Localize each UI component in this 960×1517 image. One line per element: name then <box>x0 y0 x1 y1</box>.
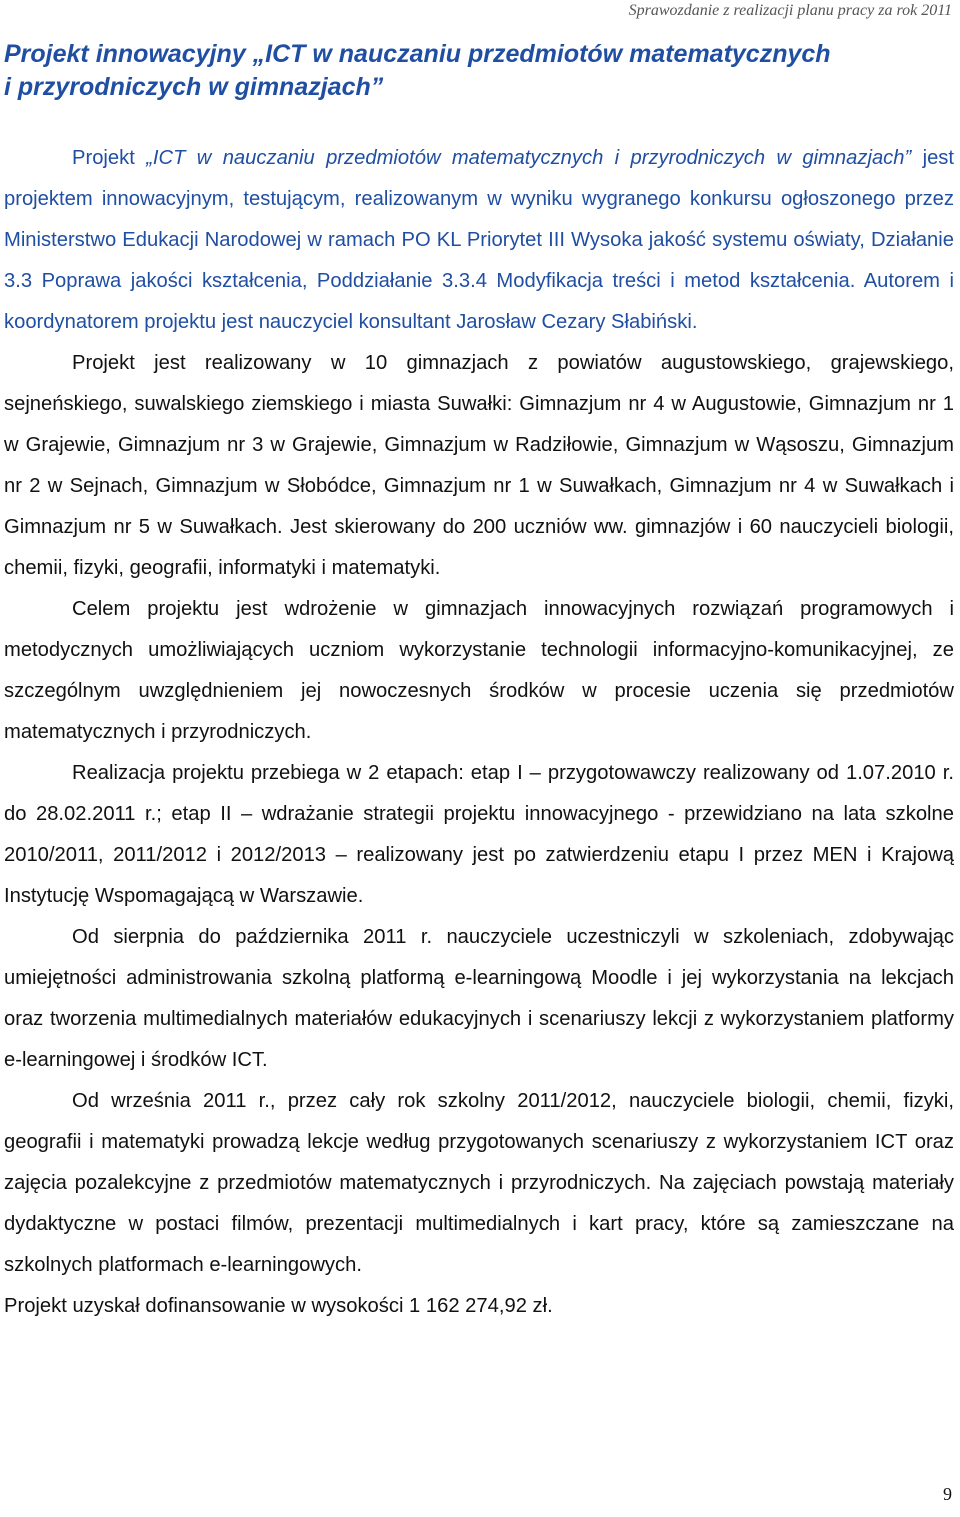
page-number: 9 <box>943 1484 952 1504</box>
paragraph-lessons: Od września 2011 r., przez cały rok szkolny 2011/2012, nauczyciele biologii, chemii, fizyki, geografii i matematyki prowadzą lekcje według przygotowanych scenariuszy z wykorzystaniem ICT oraz zajęcia pozalekcyjne z przedmiotów matematycznych i przyrodniczych. Na zajęciach powstają materiały dydaktyczne w postaci filmów, prezentacji multimedialnych i kart pracy, które są zamieszczane na szkolnych platformach e-learningowych. <box>4 1090 954 1276</box>
intro-lead: Projekt <box>72 147 147 169</box>
paragraph-schools: Projekt jest realizowany w 10 gimnazjach z powiatów augustowskiego, grajewskiego, sejneńskiego, suwalskiego ziemskiego i miasta Suwałki: Gimnazjum nr 4 w Augustowie, Gimnazjum nr 1 w Grajewie, Gimnazjum nr 3 w Grajewie, Gimnazjum w Radziłowie, Gimnazjum w Wąsoszu, Gimnazjum nr 2 w Sejnach, Gimnazjum w Słobódce, Gimnazjum nr 1 w Suwałkach, Gimnazjum nr 4 w Suwałkach i Gimnazjum nr 5 w Suwałkach. Jest skierowany do 200 uczniów ww. gimnazjów i 60 nauczycieli biologii, chemii, fizyki, geografii, informatyki i matematyki. <box>4 352 954 579</box>
document-body <box>4 138 954 1327</box>
paragraph-stages: Realizacja projektu przebiega w 2 etapach: etap I – przygotowawczy realizowany od 1.07.2010 r. do 28.02.2011 r.; etap II – wdrażanie strategii projektu innowacyjnego - przewidziano na lata szkolne 2010/2011, 2011/2012 i 2012/2013 – realizowany jest po zatwierdzeniu etapu I przez MEN i Krajową Instytucję Wspomagającą w Warszawie. <box>4 762 954 907</box>
intro-description: jest projektem innowacyjnym, testującym, realizowanym w wyniku wygranego konkursu ogłoszonego przez Ministerstwo Edukacji Narodowej w ramach PO KL Priorytet III Wysoka jakość systemu oświaty, Działanie 3.3 Poprawa jakości kształcenia, Poddziałanie 3.3.4 Modyfikacja treści i metod kształcenia. Autorem i koordynatorem projektu jest nauczyciel konsultant Jarosław Cezary Słabiński. <box>4 147 954 333</box>
paragraph-funding: Projekt uzyskał dofinansowanie w wysokości 1 162 274,92 zł. <box>4 1295 553 1317</box>
running-header: Sprawozdanie z realizacji planu pracy za rok 2011 <box>628 2 952 19</box>
paragraph-training: Od sierpnia do października 2011 r. nauczyciele uczestniczyli w szkoleniach, zdobywając umiejętności administrowania szkolną platformą e-learningową Moodle i jej wykorzystania na lekcjach oraz tworzenia multimedialnych materiałów edukacyjnych i scenariuszy lekcji z wykorzystaniem platformy e-learningowej i środków ICT. <box>4 926 954 1071</box>
paragraph-intro <box>4 138 954 343</box>
document-title-line2: i przyrodniczych w gimnazjach” <box>4 73 384 101</box>
intro-project-name: „ICT w nauczaniu przedmiotów matematycznych i przyrodniczych w gimnazjach” <box>146 147 912 169</box>
document-title <box>4 38 954 104</box>
document-title-line1: Projekt innowacyjny „ICT w nauczaniu przedmiotów matematycznych <box>4 40 831 68</box>
paragraph-goal: Celem projektu jest wdrożenie w gimnazjach innowacyjnych rozwiązań programowych i metodycznych umożliwiających uczniom wykorzystanie technologii informacyjno-komunikacyjnej, ze szczególnym uwzględnieniem jej nowoczesnych środków w procesie uczenia się przedmiotów matematycznych i przyrodniczych. <box>4 598 954 743</box>
